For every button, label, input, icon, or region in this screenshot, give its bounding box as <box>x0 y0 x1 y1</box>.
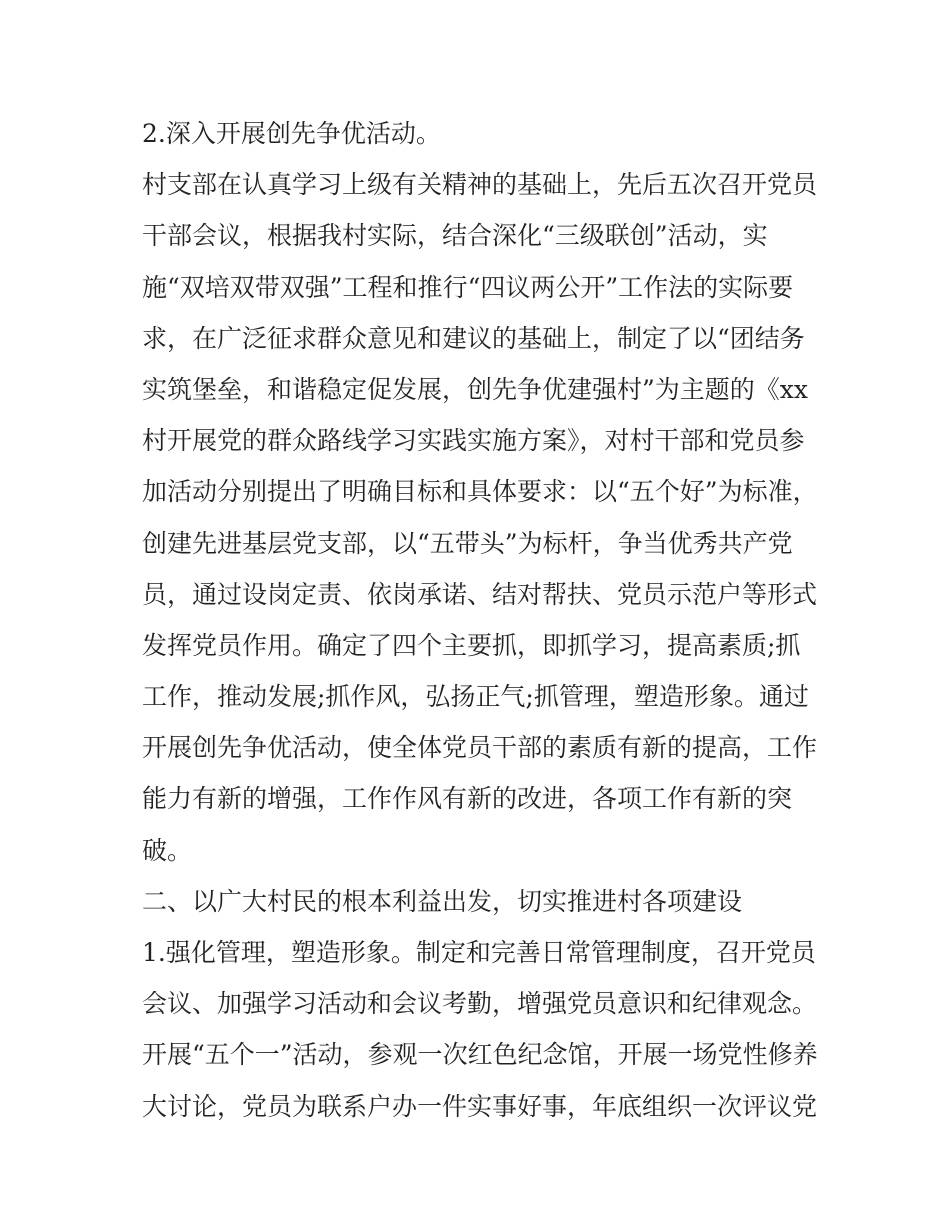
section-heading-2: 2.深入开展创先争优活动。 <box>142 119 441 148</box>
paragraph-line: 加活动分别提出了明确目标和具体要求：以“五个好”为标准， <box>142 477 818 507</box>
paragraph-line: 发挥党员作用。确定了四个主要抓，即抓学习，提高素质;抓 <box>142 630 801 660</box>
document-body <box>142 108 822 1132</box>
paragraph-line: 员，通过设岗定责、依岗承诺、结对帮扶、党员示范户等形式 <box>142 579 818 609</box>
paragraph-line: 会议、加强学习活动和会议考勤，增强党员意识和纪律观念。 <box>142 989 818 1019</box>
paragraph-line: 能力有新的增强，工作作风有新的改进，各项工作有新的突 <box>142 784 793 814</box>
paragraph-line: 开展“五个一”活动，参观一次红色纪念馆，开展一场党性修养 <box>142 1040 818 1070</box>
paragraph-line: 大讨论，党员为联系户办一件实事好事，年底组织一次评议党 <box>142 1091 818 1121</box>
section-heading-main: 二、以广大村民的根本利益出发，切实推进村各项建设 <box>142 886 743 916</box>
subsection-heading-1: 1.强化管理，塑造形象。制定和完善日常管理制度，召开党员 <box>142 938 816 967</box>
paragraph-line: 创建先进基层党支部，以“五带头”为标杆，争当优秀共产党 <box>142 528 793 558</box>
paragraph-line: 干部会议，根据我村实际，结合深化“三级联创”活动，实 <box>142 221 768 251</box>
paragraph-line: 工作，推动发展;抓作风，弘扬正气;抓管理，塑造形象。通过 <box>142 682 809 712</box>
paragraph-line: 破。 <box>142 835 193 865</box>
paragraph-line: 实筑堡垒，和谐稳定促发展，创先争优建强村”为主题的《xx <box>142 374 808 404</box>
paragraph-line: 施“双培双带双强”工程和推行“四议两公开”工作法的实际要 <box>142 272 794 302</box>
paragraph-line: 开展创先争优活动，使全体党员干部的素质有新的提高，工作 <box>142 733 818 763</box>
paragraph-line: 求，在广泛征求群众意见和建议的基础上，制定了以“团结务 <box>142 323 805 353</box>
paragraph-line: 村支部在认真学习上级有关精神的基础上，先后五次召开党员 <box>142 170 818 200</box>
paragraph-line: 村开展党的群众路线学习实践实施方案》，对村干部和党员参 <box>142 426 805 456</box>
